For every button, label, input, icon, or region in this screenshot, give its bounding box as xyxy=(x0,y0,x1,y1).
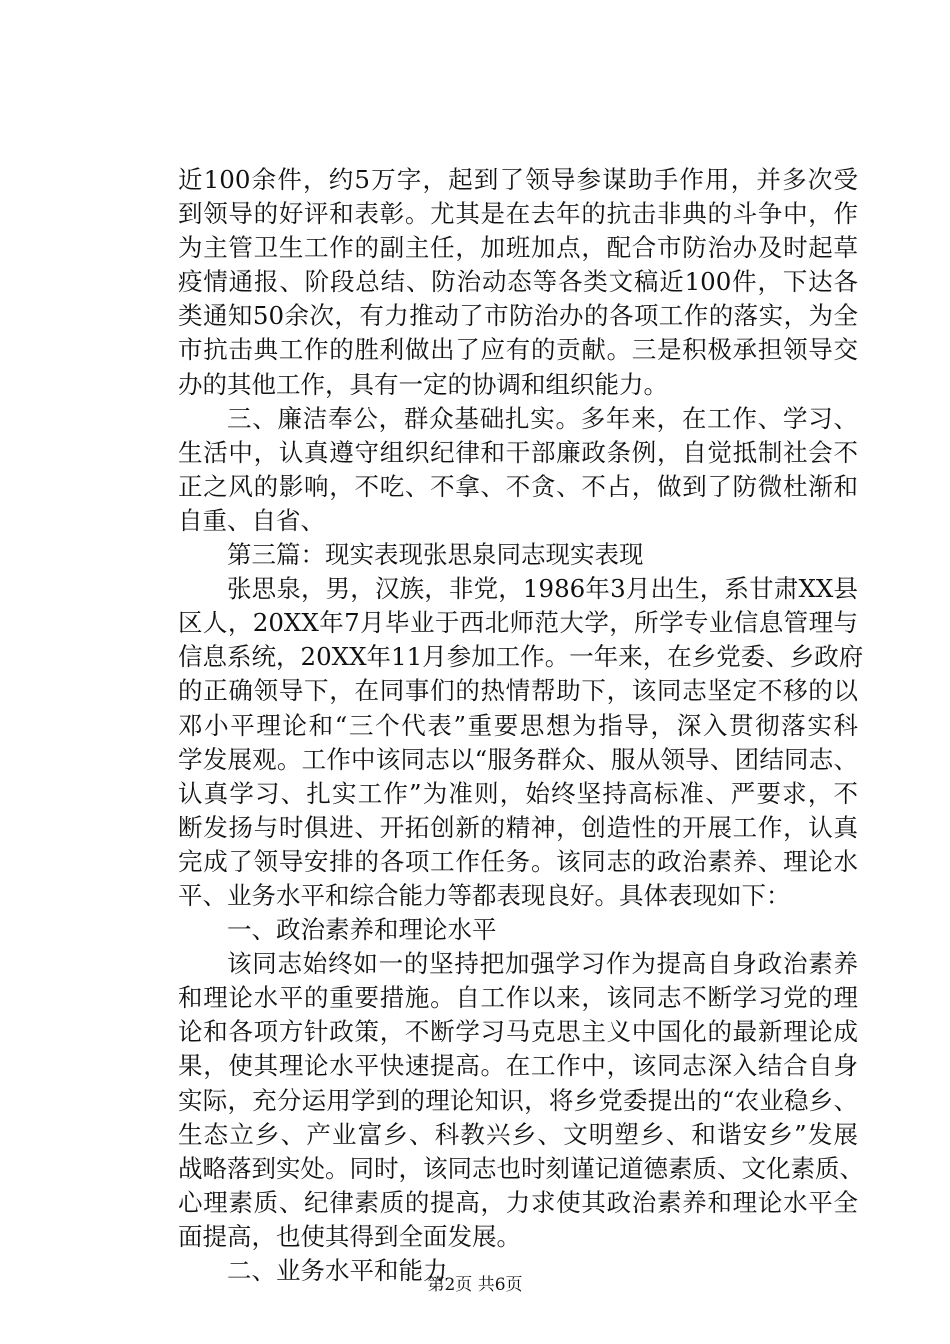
text-line: 正之风的影响，不吃、不拿、不贪、不占，做到了防微杜渐和 xyxy=(178,471,858,501)
text-line: 二、业务水平和能力 xyxy=(227,1256,448,1285)
text-line: 第三篇：现实表现张思泉同志现实表现 xyxy=(227,540,644,570)
text-line: 认真学习、扎实工作”为准则，始终坚持高标准、严要求，不 xyxy=(178,778,858,808)
text-line: 果，使其理论水平快速提高。在工作中，该同志深入结合自身 xyxy=(178,1051,858,1081)
text-line: 平、业务水平和综合能力等都表现良好。具体表现如下： xyxy=(178,880,791,910)
text-line: 信息系统，20XX年11月参加工作。一年来，在乡党委、乡政府 xyxy=(178,642,864,672)
text-line: 实际，充分运用学到的理论知识，将乡党委提出的“农业稳乡、 xyxy=(178,1085,858,1115)
text-line: 该同志始终如一的坚持把加强学习作为提高自身政治素养 xyxy=(227,949,858,979)
text-line: 一、政治素养和理论水平 xyxy=(227,915,497,945)
text-line: 张思泉，男，汉族，非党，1986年3月出生，系甘肃XX县 xyxy=(227,574,858,604)
text-line: 生活中，认真遵守组织纪律和干部廉政条例，自觉抵制社会不 xyxy=(178,437,858,467)
text-line: 自重、自省、 xyxy=(178,505,325,535)
text-line: 邓小平理论和“三个代表”重要思想为指导，深入贯彻落实科 xyxy=(178,710,858,740)
text-line: 断发扬与时俱进、开拓创新的精神，创造性的开展工作，认真 xyxy=(178,812,858,842)
document-body xyxy=(178,163,864,1288)
text-line: 完成了领导安排的各项工作任务。该同志的政治素养、理论水 xyxy=(178,846,858,876)
text-line: 学发展观。工作中该同志以“服务群众、服从领导、团结同志、 xyxy=(178,744,858,774)
text-line: 区人，20XX年7月毕业于西北师范大学，所学专业信息管理与 xyxy=(178,608,858,638)
page-footer: 第2页 共6页 xyxy=(427,1275,523,1295)
text-line: 办的其他工作，具有一定的协调和组织能力。 xyxy=(178,369,668,399)
text-line: 为主管卫生工作的副主任，加班加点，配合市防治办及时起草 xyxy=(178,233,858,263)
text-line: 和理论水平的重要措施。自工作以来，该同志不断学习党的理 xyxy=(178,983,858,1013)
text-line: 疫情通报、阶段总结、防治动态等各类文稿近100件，下达各 xyxy=(178,267,858,297)
text-line: 论和各项方针政策，不断学习马克思主义中国化的最新理论成 xyxy=(178,1017,858,1047)
text-line: 面提高，也使其得到全面发展。 xyxy=(178,1221,521,1251)
text-line: 近100余件，约5万字，起到了领导参谋助手作用，并多次受 xyxy=(178,165,858,194)
text-line: 三、廉洁奉公，群众基础扎实。多年来，在工作、学习、 xyxy=(227,403,858,433)
text-line: 市抗击典工作的胜利做出了应有的贡献。三是积极承担领导交 xyxy=(178,335,858,365)
text-line: 类通知50余次，有力推动了市防治办的各项工作的落实，为全 xyxy=(178,301,858,331)
text-line: 战略落到实处。同时，该同志也时刻谨记道德素质、文化素质、 xyxy=(178,1153,864,1183)
text-line: 心理素质、纪律素质的提高，力求使其政治素养和理论水平全 xyxy=(178,1187,858,1217)
text-line: 的正确领导下，在同事们的热情帮助下，该同志坚定不移的以 xyxy=(178,676,858,706)
text-line: 到领导的好评和表彰。尤其是在去年的抗击非典的斗争中，作 xyxy=(178,199,858,229)
text-line: 生态立乡、产业富乡、科教兴乡、文明塑乡、和谐安乡”发展 xyxy=(178,1119,858,1149)
